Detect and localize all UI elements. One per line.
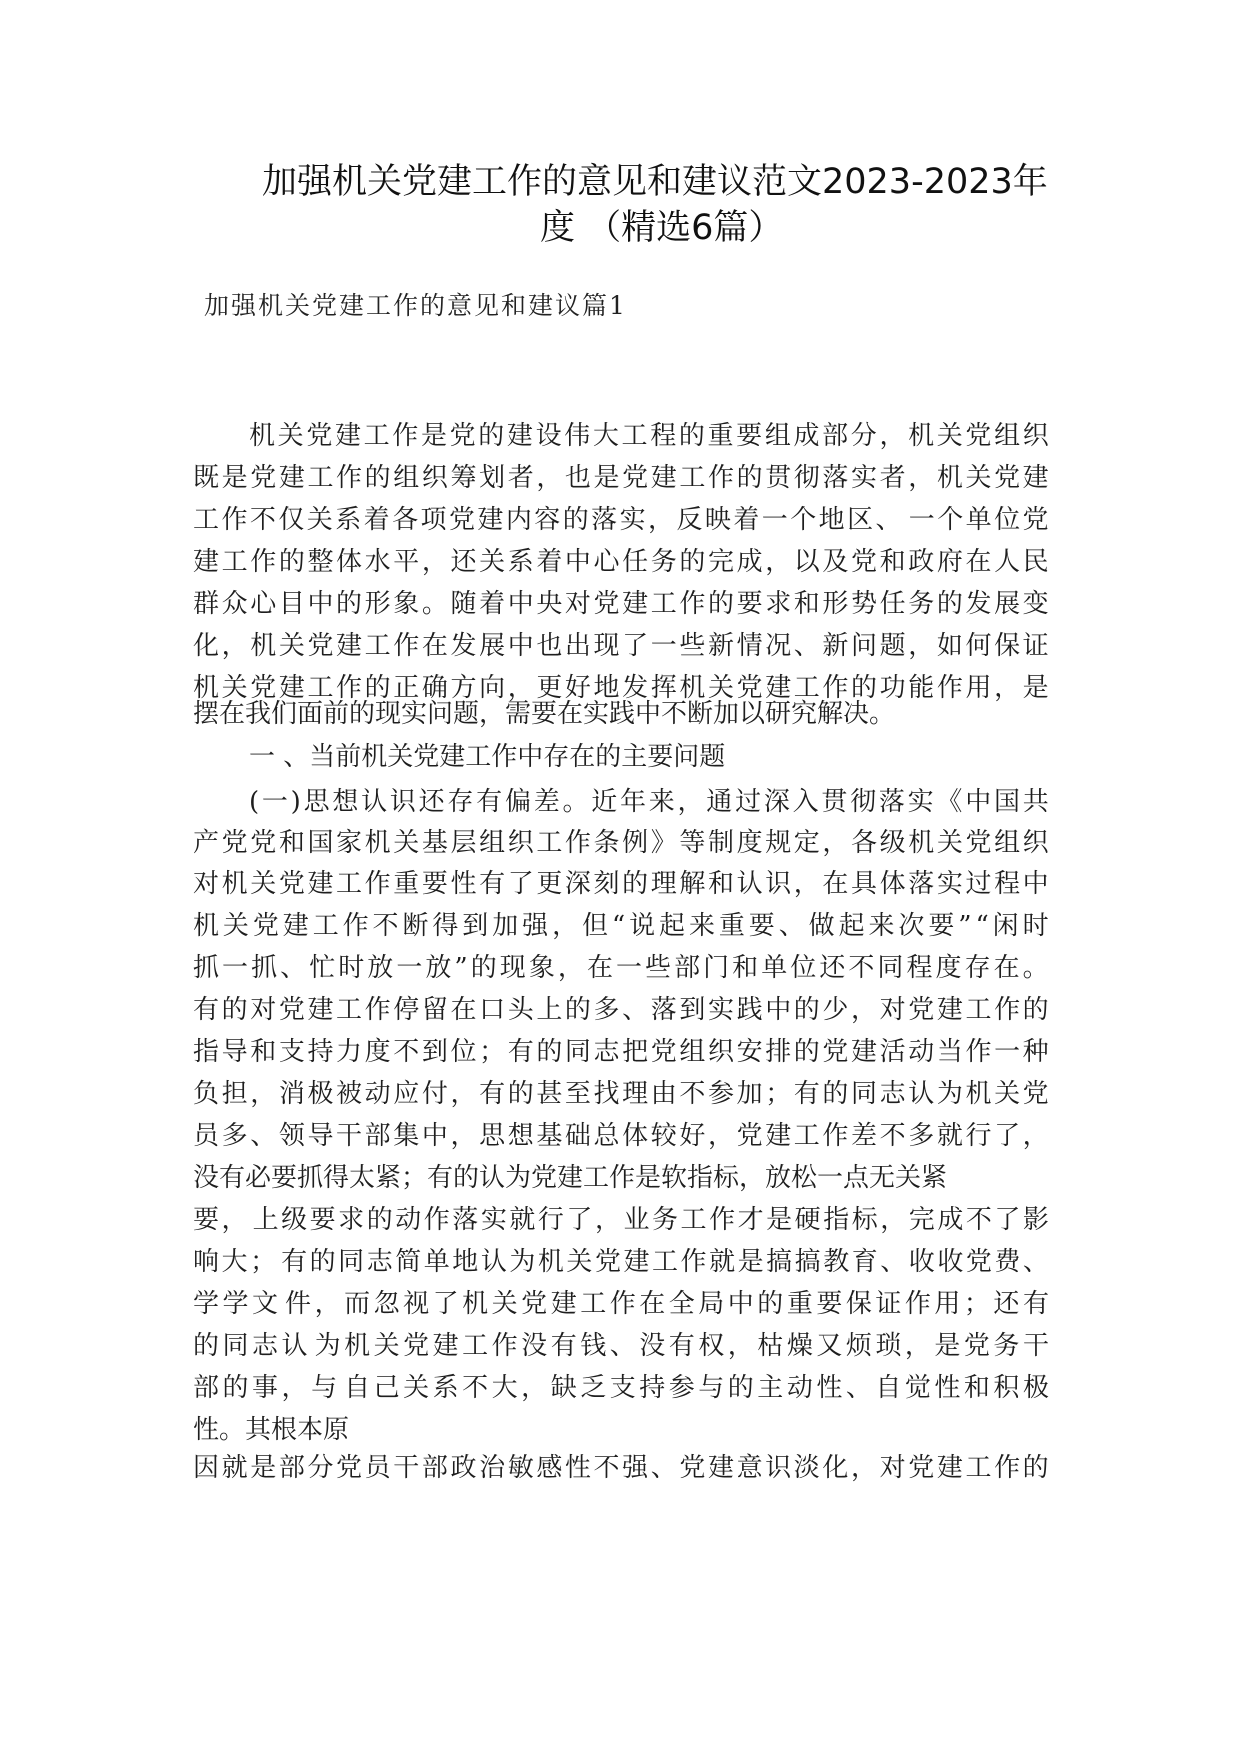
body-line: 群 众 心 目 中 的 形 象 。 随 着 中 央 对 党 建 工 作 的 要 求 和 形 势 任 务 的 发 展 变 [193, 589, 1049, 619]
body-line: 化 ， 机 关 党 建 工 作 在 发 展 中 也 出 现 了 一 些 新 情 况 、 新 问 题 ， 如 何 保 证 [193, 631, 1049, 661]
body-line: ( 一 ) 思 想 认 识 还 存 有 偏 差 。 近 年 来 ， 通 过 深 入 贯 彻 落 实 《 中 国 共 [249, 787, 1049, 817]
body-line: 负 担 ， 消 极 被 动 应 付 ， 有 的 甚 至 找 理 由 不 参 加 ； 有 的 同 志 认 为 机 关 党 [193, 1079, 1049, 1109]
body-line: 机 关 党 建 工 作 不 断 得 到 加 强 ， 但 “ 说 起 来 重 要 、 做 起 来 次 要 ” “ 闲 时 [193, 911, 1049, 941]
body-line: 工 作 不 仅 关 系 着 各 项 党 建 内 容 的 落 实 ， 反 映 着 一 个 地 区 、 一 个 单 位 党 [193, 505, 1049, 535]
body-line: 对 机 关 党 建 工 作 重 要 性 有 了 更 深 刻 的 理 解 和 认 识 ， 在 具 体 落 实 过 程 中 [193, 869, 1049, 899]
section-heading: 加强机关党建工作的意见和建议篇1 [204, 291, 627, 320]
document-title-line-2: 度 （精选6篇） [540, 208, 784, 248]
body-line: 学 学 文 件 ， 而 忽 视 了 机 关 党 建 工 作 在 全 局 中 的 重 要 保 证 作 用 ； 还 有 [193, 1289, 1049, 1319]
body-line: 响 大 ； 有 的 同 志 简 单 地 认 为 机 关 党 建 工 作 就 是 搞 搞 教 育 、 收 收 党 费 、 [193, 1247, 1049, 1277]
body-line: 因 就 是 部 分 党 员 干 部 政 治 敏 感 性 不 强 、 党 建 意 识 淡 化 ， 对 党 建 工 作 的 [193, 1453, 1049, 1483]
body-line: 没有必要抓得太紧；有的认为党建工作是软指标，放松一点无关紧 [193, 1163, 948, 1193]
body-line: 部 的 事 ， 与 自 己 关 系 不 大 ， 缺 乏 支 持 参 与 的 主 动 性 、 自 觉 性 和 积 极 [193, 1373, 1049, 1403]
body-line: 摆在我们面前的现实问题，需要在实践中不断加以研究解决。 [193, 699, 896, 729]
document-title-line-1: 加强机关党建工作的意见和建议范文2023-2023年 [262, 162, 1048, 202]
body-line: 机 关 党 建 工 作 的 正 确 方 向 ， 更 好 地 发 挥 机 关 党 建 工 作 的 功 能 作 用 ， 是 [193, 673, 1049, 703]
body-line: 产 党 党 和 国 家 机 关 基 层 组 织 工 作 条 例 》 等 制 度 规 定 ， 各 级 机 关 党 组 织 [193, 828, 1049, 858]
body-line: 指 导 和 支 持 力 度 不 到 位 ； 有 的 同 志 把 党 组 织 安 排 的 党 建 活 动 当 作 一 种 [193, 1037, 1049, 1067]
subheading-line: 一 、当前机关党建工作中存在的主要问题 [249, 742, 726, 772]
body-line: 抓 一 抓 、 忙 时 放 一 放 ” 的 现 象 ， 在 一 些 部 门 和 单 位 还 不 同 程 度 存 在 。 [193, 953, 1049, 983]
body-line: 有 的 对 党 建 工 作 停 留 在 口 头 上 的 多 、 落 到 实 践 中 的 少 ， 对 党 建 工 作 的 [193, 995, 1049, 1025]
body-line: 的 同 志 认 为 机 关 党 建 工 作 没 有 钱 、 没 有 权 ， 枯 燥 又 烦 琐 ， 是 党 务 干 [193, 1331, 1049, 1361]
body-line: 要 ， 上 级 要 求 的 动 作 落 实 就 行 了 ， 业 务 工 作 才 是 硬 指 标 ， 完 成 不 了 影 [193, 1205, 1049, 1235]
body-line: 既 是 党 建 工 作 的 组 织 筹 划 者 ， 也 是 党 建 工 作 的 贯 彻 落 实 者 ， 机 关 党 建 [193, 463, 1049, 493]
body-line: 员 多 、 领 导 干 部 集 中 ， 思 想 基 础 总 体 较 好 ， 党 建 工 作 差 不 多 就 行 了 ， [193, 1121, 1049, 1151]
body-line: 机 关 党 建 工 作 是 党 的 建 设 伟 大 工 程 的 重 要 组 成 部 分 ， 机 关 党 组 织 [249, 421, 1049, 451]
body-line: 性。其根本原 [193, 1415, 350, 1445]
body-line: 建 工 作 的 整 体 水 平 ， 还 关 系 着 中 心 任 务 的 完 成 ， 以 及 党 和 政 府 在 人 民 [193, 547, 1049, 577]
